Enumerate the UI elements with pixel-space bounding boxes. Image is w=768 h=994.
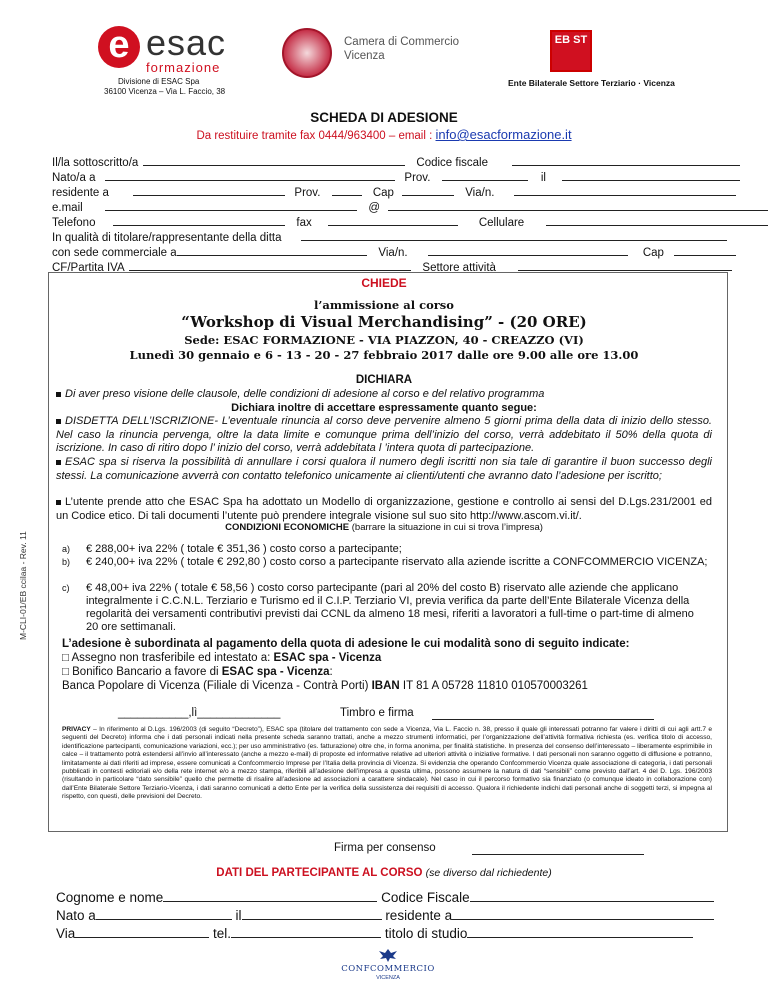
- page-title: SCHEDA DI ADESIONE: [310, 110, 458, 125]
- firma-consenso-label: Firma per consenso: [334, 842, 436, 854]
- course-dates: Lunedì 30 gennaio e 6 - 13 - 20 - 27 febbraio 2017 dalle ore 9.00 alle ore 13.00: [129, 348, 639, 362]
- company-city-field[interactable]: [177, 243, 367, 256]
- esac-logo: [98, 22, 258, 76]
- bullet-icon: [56, 500, 61, 505]
- chiede-heading: CHIEDE: [361, 276, 407, 290]
- participant-phone-field[interactable]: [231, 925, 381, 938]
- participant-cf-field[interactable]: [470, 889, 714, 902]
- bank-details: Banca Popolare di Vicenza (Filiale di Vicenza - Contrà Porti) IBAN IT 81 A 05728 11810 010570003261: [62, 680, 588, 692]
- row-telefono: Telefono fax Cellulare: [52, 213, 768, 229]
- email-domain-field[interactable]: [388, 198, 768, 211]
- birthplace-field[interactable]: [105, 168, 395, 181]
- course-sede: Sede: ESAC FORMAZIONE - VIA PIAZZON, 40 - CREAZZO (VI): [184, 333, 584, 347]
- mobile-field[interactable]: [546, 213, 768, 226]
- participant-residence-field[interactable]: [452, 907, 714, 920]
- sector-field[interactable]: [518, 258, 732, 271]
- timbro-firma-field[interactable]: [432, 707, 654, 720]
- row-residente: residente a Prov. Cap Via/n.: [52, 183, 736, 199]
- participant-row-1: Cognome e nome Codice Fiscale: [56, 889, 714, 905]
- privacy-text: PRIVACY – In riferimento al D.Lgs. 196/2003 (di seguito “Decreto”), ESAC spa (titolare del trattamento con sede a Vicenza, Via L. Faccio n. 38, presso il quale gli interessati potranno far valere i diritti di cui agli artt.7 e seguenti del Decreto) informa che i dati personali indicati nella presente scheda saranno trattati, anche a mezzo strumenti informatici, per l’organizzazione dell’attività formativa richiesta (es. verifica titolo di accesso, identificazione partecipanti, comunicazione variazioni, ecc.); per uso amministrativo (es. fatturazione) oltre che, in forma anonima, per finalità statistiche. In presenza del consenso dell’interessato – liberamente esprimibile in calce – il trattamento potrà estendersi all’invio all’interessato (anche a mezzo e-mail) di proposte ed informative relative ad ulteriori attività o iniziative formative. I dati personali non saranno oggetto di diffusione e potranno, limitatamente ai dati riferiti ad imprese, essere comunicati a Confcommercio Imprese per l’Italia della provincia di Vicenza. Si evidenzia che operando Confcommercio Vicenza quale associazione di categoria, i dati personali pubblicati in contesti editoriali e/o della rete internet e/o a mezzo stampa, riferibili all’adesione dell’impresa a questa ultima, possono assumere la natura di dati “sensibili” come previsto dall’art. 4 del D. Lgs. 196/2003 (risultando in particolare “dato sensibile” quello che permette di risalire all’adesione ad associazioni a carattere sindacale). Nel caso in cui il percorso formativo sia finanziato (o comunque ideato in collaborazione con) dall’Ente Bilaterale Settore Terziario-Vicenza, i dati saranno comunicati a detto Ente per la verifica della sussistenza dei requisiti di accesso. Qualora il richiedente indichi dati personali anche di soggetti terzi, si impegna al rispetto, con questi, delle previsioni del Decreto.: [62, 726, 712, 801]
- row-sottoscritto: Il/la sottoscritto/a Codice fiscale: [52, 153, 740, 169]
- participant-birthplace-field[interactable]: [96, 907, 232, 920]
- return-note: Da restituire tramite fax 0444/963400 – email : info@esacformazione.it: [196, 127, 572, 142]
- residence-via-field[interactable]: [514, 183, 736, 196]
- timbro-label: Timbro e firma: [340, 707, 414, 719]
- company-via-field[interactable]: [428, 243, 628, 256]
- form-code: M-CLI-01/EB ccilaa - Rev. 11: [18, 531, 28, 640]
- camera-name-2: Vicenza: [344, 50, 385, 62]
- option-c[interactable]: c) € 48,00+ iva 22% ( totale € 58,56 ) costo corso partecipante (pari al 20% del costo B) riservato alle aziende che applicano integralmente i C.C.N.L. Terziario e Turismo ed il C.I.P. Terziario VI, previa verifica da parte dell’Ente Bilaterale Vicenza della regolarità dei versamenti contributivi previsti dai CCNL da almeno 18 mesi, riferiti a lavoratori a full-time o part-time di almeno 20 ore settimanali.: [62, 582, 694, 633]
- fax-field[interactable]: [328, 213, 458, 226]
- residence-prov-field[interactable]: [332, 183, 362, 196]
- name-field[interactable]: [143, 153, 405, 166]
- row-email: e.mail @: [52, 198, 768, 214]
- course-title: “Workshop di Visual Merchandising” - (20 ORE): [181, 313, 587, 331]
- birthdate-field[interactable]: [562, 168, 740, 181]
- bullet-icon: [56, 460, 61, 465]
- email-link[interactable]: info@esacformazione.it: [435, 127, 572, 142]
- birth-prov-field[interactable]: [442, 168, 528, 181]
- payment-option-assegno[interactable]: □ Assegno non trasferibile ed intestato a: ESAC spa - Vicenza: [62, 652, 382, 664]
- payment-option-bonifico[interactable]: □ Bonifico Bancario a favore di ESAC spa - Vicenza:: [62, 666, 333, 678]
- row-cf-piva: CF/Partita IVA Settore attività: [52, 258, 732, 274]
- residence-field[interactable]: [133, 183, 285, 196]
- row-nato: Nato/a a Prov. il: [52, 168, 740, 184]
- participant-name-field[interactable]: [163, 889, 377, 902]
- clause-intro: Dichiara inoltre di accettare espressamente quanto segue:: [231, 402, 537, 414]
- participant-study-field[interactable]: [467, 925, 693, 938]
- option-b[interactable]: b) € 240,00+ iva 22% ( totale € 292,80 ) costo corso a partecipante riservato alla aziende iscritte a CONFCOMMERCIO VICENZA;: [62, 556, 708, 568]
- row-qualita: In qualità di titolare/rappresentante della ditta: [52, 228, 727, 244]
- esac-address-2: 36100 Vicenza – Via L. Faccio, 38: [104, 87, 226, 96]
- codice-fiscale-field[interactable]: [512, 153, 740, 166]
- participant-birthdate-field[interactable]: [242, 907, 382, 920]
- payment-title: L’adesione è subordinata al pagamento della quota di adesione le cui modalità sono di seguito indicate:: [62, 638, 630, 650]
- bullet-icon: [56, 419, 61, 424]
- payment-block: [62, 637, 712, 693]
- participant-heading: DATI DEL PARTECIPANTE AL CORSO (se diverso dal richiedente): [216, 867, 552, 879]
- firma-consenso-field[interactable]: [472, 842, 644, 855]
- participant-row-3: Via tel. titolo di studio: [56, 925, 693, 941]
- ebst-caption: Ente Bilaterale Settore Terziario · Vicenza: [508, 78, 675, 88]
- esac-address-1: Divisione di ESAC Spa: [118, 77, 200, 86]
- clause-1: Di aver preso visione delle clausole, delle condizioni di adesione al corso e del relativo programma: [56, 388, 712, 402]
- email-user-field[interactable]: [105, 198, 357, 211]
- camera-name-1: Camera di Commercio: [344, 36, 460, 48]
- clause-annullamento: ESAC spa si riserva la possibilità di annullare i corsi qualora il numero degli iscritti non sia tale di garantire il buon successo degli stessi. La comunicazione avverrà con contatto telefonico unicamente ai clienti/utenti che avranno dato l’adesione per iscritto;: [56, 456, 712, 482]
- esac-e-mark: e: [98, 26, 140, 68]
- dichiara-heading: DICHIARA: [355, 374, 413, 386]
- phone-field[interactable]: [113, 213, 285, 226]
- clause-modello: L’utente prende atto che ESAC Spa ha adottato un Modello di organizzazione, gestione e controllo ai sensi del D.Lgs.231/2001 ed un Codice etico. Di tali documenti l’utente può prendere integrale visione sul suo sito http://www.ascom.vi.it/.: [56, 496, 712, 522]
- residence-cap-field[interactable]: [402, 183, 454, 196]
- ammissione-text: l’ammissione al corso: [314, 298, 454, 312]
- confcommercio-sub: VICENZA: [376, 975, 400, 981]
- confcommercio-logo: CONFCOMMERCIO: [341, 964, 435, 974]
- clause-disdetta: DISDETTA DELL’ISCRIZIONE- L’eventuale rinuncia al corso deve pervenire almeno 5 giorni prima della data di inizio dello stesso. Nel caso la rinuncia pervenga, oltre la data limite e comunque prima dell’inizio del corso, verrà addebitato il 50% della quota di iscrizione. In caso di ritiro dopo l’ inizio del corso, verrà addebitata l ’intera quota di partecipazione.: [56, 415, 712, 454]
- company-cap-field[interactable]: [674, 243, 736, 256]
- esac-logo-text: esac: [146, 22, 227, 63]
- piva-field[interactable]: [129, 258, 411, 271]
- confcommercio-eagle-icon: [378, 947, 398, 963]
- camera-seal-icon: [282, 28, 332, 78]
- company-field[interactable]: [301, 228, 727, 241]
- ebst-logo: EB ST: [550, 30, 592, 72]
- condizioni-heading: CONDIZIONI ECONOMICHE (barrare la situazione in cui si trova l’impresa): [225, 522, 543, 533]
- esac-logo-sub: formazione: [146, 60, 221, 75]
- participant-via-field[interactable]: [75, 925, 209, 938]
- row-sede: con sede commerciale a Via/n. Cap: [52, 243, 736, 259]
- bullet-icon: [56, 392, 61, 397]
- place-date-field[interactable]: ___________,lì_____________: [118, 707, 281, 719]
- option-a[interactable]: a) € 288,00+ iva 22% ( totale € 351,36 ) costo corso a partecipante;: [62, 543, 402, 555]
- participant-row-2: Nato a il residente a: [56, 907, 714, 923]
